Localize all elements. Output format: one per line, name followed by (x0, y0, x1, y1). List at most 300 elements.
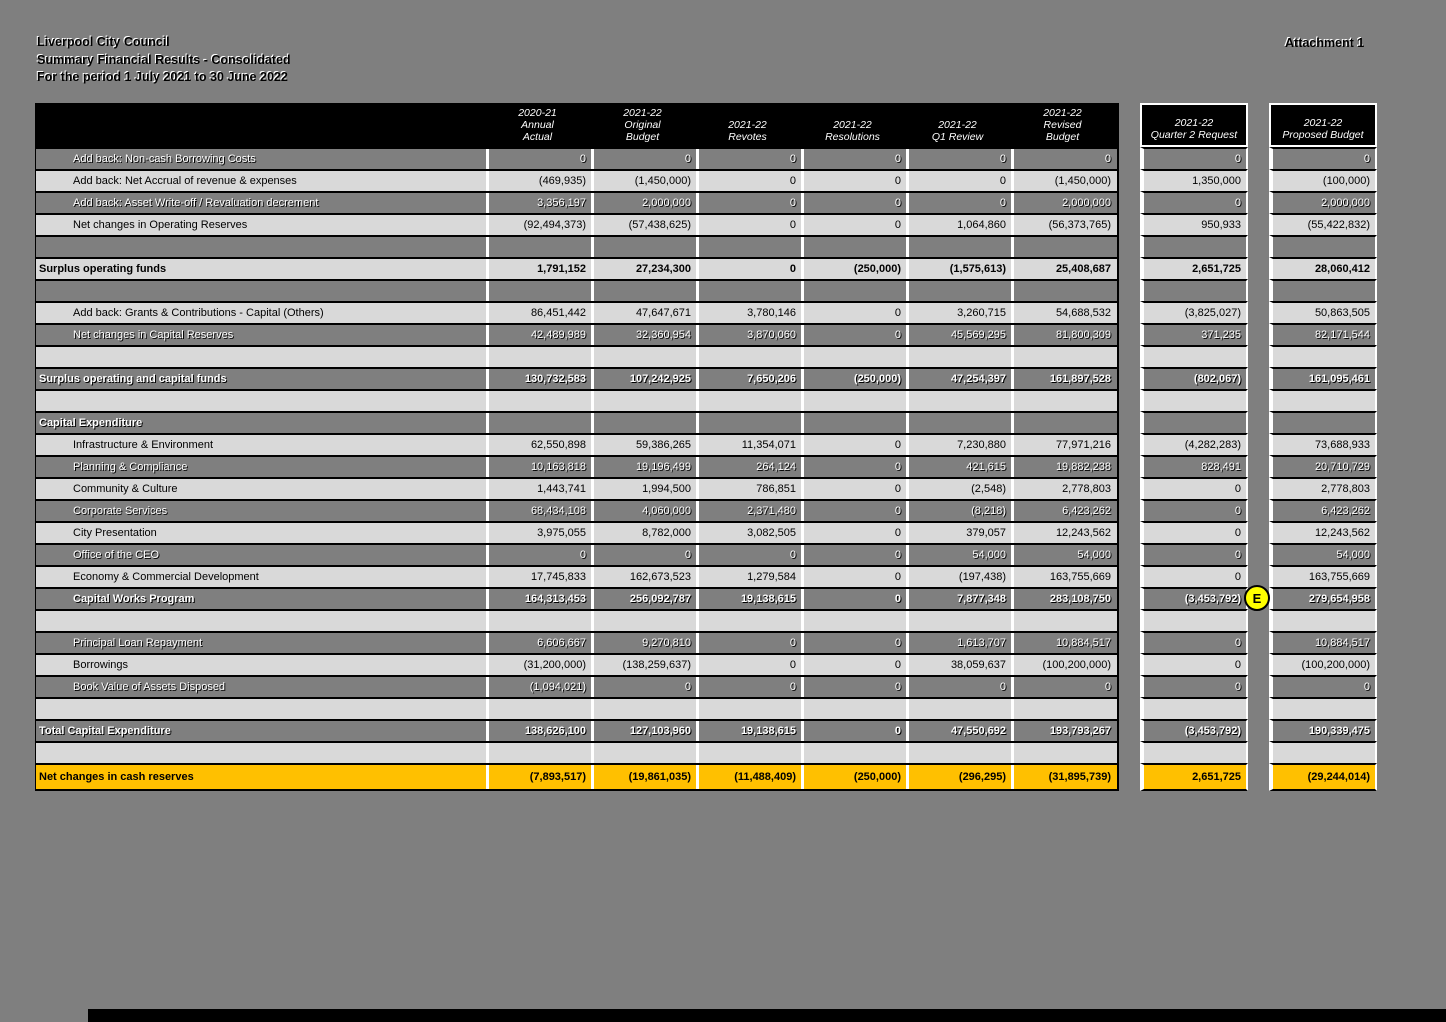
column-header: 2021-22 Resolutions (825, 119, 880, 143)
quarter2-request-cell (1140, 587, 1248, 609)
cell-value: 11,354,071 (696, 435, 801, 455)
cell-value: 279,654,958 (1308, 593, 1370, 605)
cell-value: 0 (801, 435, 906, 455)
quarter2-request-cell (1140, 719, 1248, 741)
cell-value (801, 237, 906, 257)
cell-value (1273, 413, 1375, 433)
cell-value: (197,438) (906, 567, 1011, 587)
cell-value: 82,171,544 (1314, 329, 1370, 341)
row-label: Net changes in Operating Reserves (73, 219, 248, 231)
quarter2-request-cell (1140, 697, 1248, 719)
row-label: Capital Expenditure (39, 417, 143, 429)
cell-value: 10,163,818 (486, 457, 591, 477)
cell-value: 47,550,692 (906, 721, 1011, 741)
proposed-budget-cell (1269, 367, 1377, 389)
row-label: Borrowings (73, 659, 129, 671)
cell-value: 190,339,475 (1308, 725, 1370, 737)
cell-value: (4,282,283) (1184, 439, 1241, 451)
proposed-budget-cell (1269, 301, 1377, 323)
row-label: Net changes in Capital Reserves (73, 329, 234, 341)
cell-value: (31,200,000) (486, 655, 591, 675)
cell-value: 0 (801, 677, 906, 697)
cell-value: 1,279,584 (696, 567, 801, 587)
cell-value (801, 699, 906, 719)
cell-value: 193,793,267 (1011, 721, 1116, 741)
cell-value: 2,000,000 (1321, 197, 1370, 209)
proposed-budget-cell (1269, 587, 1377, 609)
quarter2-request-cell (1140, 301, 1248, 323)
cell-value: 0 (906, 677, 1011, 697)
cell-value: 0 (486, 545, 591, 565)
cell-value (486, 281, 591, 301)
cell-value: 0 (801, 523, 906, 543)
cell-value: 68,434,108 (486, 501, 591, 521)
note-badge-e: E (1244, 585, 1270, 611)
financial-results-table (35, 103, 1377, 791)
cell-value: 42,489,989 (486, 325, 591, 345)
column-header: 2021-22 Revised Budget (1043, 107, 1082, 143)
cell-value (1273, 743, 1375, 763)
proposed-budget-cell (1269, 719, 1377, 741)
quarter2-request-cell (1140, 147, 1248, 169)
cell-value: 0 (1363, 153, 1370, 165)
cell-value: 161,095,461 (1308, 373, 1370, 385)
cell-value: 283,108,750 (1011, 589, 1116, 609)
cell-value (906, 347, 1011, 367)
proposed-budget-cell (1269, 345, 1377, 367)
quarter2-request-cell (1140, 213, 1248, 235)
cell-value: 950,933 (1201, 219, 1241, 231)
cell-value: 20,710,729 (1314, 461, 1370, 473)
cell-value (801, 391, 906, 411)
table-row (35, 323, 1377, 345)
cell-value: 0 (591, 149, 696, 169)
proposed-budget-cell (1269, 543, 1377, 565)
cell-value: 130,732,583 (486, 369, 591, 389)
cell-value: 0 (801, 479, 906, 499)
cell-value: 0 (1234, 153, 1241, 165)
cell-value: 19,138,615 (696, 589, 801, 609)
table-row (35, 257, 1377, 279)
cell-value: 27,234,300 (591, 259, 696, 279)
cell-value: (296,295) (906, 765, 1011, 789)
cell-value: 0 (1234, 549, 1241, 561)
quarter2-request-cell (1140, 257, 1248, 279)
row-label: Capital Works Program (73, 593, 195, 605)
cell-value: 1,443,741 (486, 479, 591, 499)
proposed-budget-cell (1269, 235, 1377, 257)
cell-value: 19,138,615 (696, 721, 801, 741)
cell-value: 1,064,860 (906, 215, 1011, 235)
spacer-row (35, 279, 1377, 301)
row-label: Office of the CEO (73, 549, 160, 561)
cell-value (696, 237, 801, 257)
row-label: Total Capital Expenditure (39, 725, 171, 737)
cell-value: 2,778,803 (1321, 483, 1370, 495)
cell-value (591, 611, 696, 631)
cell-value: (250,000) (801, 765, 906, 789)
cell-value (801, 611, 906, 631)
quarter2-request-cell (1140, 763, 1248, 791)
proposed-budget-cell (1269, 213, 1377, 235)
cell-value (591, 413, 696, 433)
cell-value: 0 (696, 259, 801, 279)
spacer-row (35, 741, 1377, 763)
row-label (36, 237, 486, 257)
cell-value (1144, 413, 1246, 433)
quarter2-request-cell (1140, 653, 1248, 675)
cell-value: 163,755,669 (1308, 571, 1370, 583)
cell-value: (11,488,409) (696, 765, 801, 789)
quarter2-request-cell (1140, 565, 1248, 587)
table-row (35, 477, 1377, 499)
cell-value (486, 391, 591, 411)
table-row (35, 367, 1377, 389)
cell-value: 0 (1234, 659, 1241, 671)
cell-value: 0 (696, 677, 801, 697)
cell-value (1273, 237, 1375, 257)
row-label: Net changes in cash reserves (39, 771, 194, 783)
proposed-budget-cell (1269, 389, 1377, 411)
cell-value: 0 (591, 545, 696, 565)
cell-value (591, 391, 696, 411)
cell-value (906, 413, 1011, 433)
cell-value (486, 743, 591, 763)
cell-value: 0 (696, 633, 801, 653)
page-title (37, 34, 291, 87)
cell-value: 164,313,453 (486, 589, 591, 609)
table-row (35, 191, 1377, 213)
column-header: 2021-22 Original Budget (623, 107, 662, 143)
cell-value: 86,451,442 (486, 303, 591, 323)
cell-value (696, 611, 801, 631)
cell-value: 163,755,669 (1011, 567, 1116, 587)
cell-value (696, 699, 801, 719)
title-line-report: Summary Financial Results - Consolidated (37, 52, 291, 67)
cell-value: 47,647,671 (591, 303, 696, 323)
table-row (35, 411, 1377, 433)
cell-value: 19,882,238 (1011, 457, 1116, 477)
cell-value (1273, 611, 1375, 631)
cell-value: 81,800,309 (1011, 325, 1116, 345)
proposed-budget-cell (1269, 411, 1377, 433)
cell-value (906, 391, 1011, 411)
table-header-row (35, 103, 1377, 147)
table-row (35, 213, 1377, 235)
proposed-budget-cell (1269, 433, 1377, 455)
cell-value: 264,124 (696, 457, 801, 477)
cell-value (801, 281, 906, 301)
cell-value: (8,218) (906, 501, 1011, 521)
cell-value: (31,895,739) (1011, 765, 1116, 789)
cell-value (1144, 281, 1246, 301)
cell-value (801, 743, 906, 763)
cell-value: (3,453,792) (1184, 593, 1241, 605)
cell-value: (1,450,000) (591, 171, 696, 191)
cell-value: 59,386,265 (591, 435, 696, 455)
cell-value (906, 699, 1011, 719)
cell-value: 0 (801, 149, 906, 169)
cell-value (1144, 347, 1246, 367)
quarter2-request-cell (1140, 477, 1248, 499)
row-label: Principal Loan Repayment (73, 637, 203, 649)
cell-value: 54,000 (906, 545, 1011, 565)
cell-value (801, 413, 906, 433)
cell-value: 7,230,880 (906, 435, 1011, 455)
cell-value (696, 391, 801, 411)
column-header-quarter2-request: 2021-22 Quarter 2 Request (1140, 103, 1248, 147)
proposed-budget-cell (1269, 653, 1377, 675)
cell-value: 2,000,000 (591, 193, 696, 213)
row-label: Community & Culture (73, 483, 178, 495)
proposed-budget-cell (1269, 279, 1377, 301)
cell-value: 3,356,197 (486, 193, 591, 213)
quarter2-request-cell (1140, 499, 1248, 521)
cell-value: 19,196,499 (591, 457, 696, 477)
quarter2-request-cell (1140, 675, 1248, 697)
cell-value: 0 (801, 171, 906, 191)
cell-value (1011, 743, 1116, 763)
cell-value (591, 237, 696, 257)
cell-value: 0 (801, 501, 906, 521)
row-label (36, 391, 486, 411)
cell-value (906, 743, 1011, 763)
cell-value: 0 (801, 633, 906, 653)
row-label (36, 611, 486, 631)
proposed-budget-cell (1269, 763, 1377, 791)
cell-value: 138,626,100 (486, 721, 591, 741)
proposed-budget-cell (1269, 455, 1377, 477)
cell-value: (250,000) (801, 259, 906, 279)
cell-value: 10,884,517 (1011, 633, 1116, 653)
cell-value: (3,453,792) (1184, 725, 1241, 737)
cell-value: 161,897,528 (1011, 369, 1116, 389)
cell-value: (469,935) (486, 171, 591, 191)
cell-value: (7,893,517) (486, 765, 591, 789)
quarter2-request-cell (1140, 191, 1248, 213)
cell-value: 0 (801, 457, 906, 477)
quarter2-request-cell (1140, 411, 1248, 433)
row-label: Book Value of Assets Disposed (73, 681, 226, 693)
quarter2-request-cell (1140, 543, 1248, 565)
row-label: City Presentation (73, 527, 157, 539)
cell-value: 2,371,480 (696, 501, 801, 521)
proposed-budget-cell (1269, 499, 1377, 521)
cell-value: 2,000,000 (1011, 193, 1116, 213)
cell-value: 1,613,707 (906, 633, 1011, 653)
table-row (35, 499, 1377, 521)
cell-value: 371,235 (1201, 329, 1241, 341)
table-row (35, 653, 1377, 675)
cell-value: 3,260,715 (906, 303, 1011, 323)
cell-value: (3,825,027) (1184, 307, 1241, 319)
cell-value: (138,259,637) (591, 655, 696, 675)
cell-value: 107,242,925 (591, 369, 696, 389)
cell-value (591, 743, 696, 763)
column-header: 2021-22 Revotes (728, 119, 767, 143)
cell-value (1144, 391, 1246, 411)
cell-value: (92,494,373) (486, 215, 591, 235)
table-row (35, 543, 1377, 565)
cell-value: 50,863,505 (1314, 307, 1370, 319)
cell-value (1144, 743, 1246, 763)
cell-value: 0 (906, 171, 1011, 191)
cell-value (486, 699, 591, 719)
cell-value (696, 743, 801, 763)
cell-value: (250,000) (801, 369, 906, 389)
cell-value (1011, 699, 1116, 719)
cell-value (486, 237, 591, 257)
cell-value: 0 (801, 193, 906, 213)
bottom-bar (88, 1009, 1446, 1022)
cell-value: 12,243,562 (1011, 523, 1116, 543)
cell-value: 0 (696, 215, 801, 235)
cell-value (696, 413, 801, 433)
proposed-budget-cell (1269, 323, 1377, 345)
cell-value: 0 (1234, 197, 1241, 209)
cell-value: 0 (696, 193, 801, 213)
quarter2-request-cell (1140, 279, 1248, 301)
cell-value: 9,270,810 (591, 633, 696, 653)
cell-value: 62,550,898 (486, 435, 591, 455)
cell-value: (100,200,000) (1011, 655, 1116, 675)
cell-value: 1,350,000 (1192, 175, 1241, 187)
quarter2-request-cell (1140, 169, 1248, 191)
cell-value: 162,673,523 (591, 567, 696, 587)
cell-value: 0 (696, 545, 801, 565)
table-row (35, 587, 1377, 609)
cell-value: 8,782,000 (591, 523, 696, 543)
cell-value: (1,575,613) (906, 259, 1011, 279)
cell-value: 2,651,725 (1192, 771, 1241, 783)
column-header: 2021-22 Q1 Review (931, 119, 984, 143)
cell-value: (55,422,832) (1307, 219, 1370, 231)
proposed-budget-cell (1269, 191, 1377, 213)
cell-value: 47,254,397 (906, 369, 1011, 389)
cell-value (906, 281, 1011, 301)
row-label (36, 699, 486, 719)
cell-value: 0 (801, 589, 906, 609)
cell-value: 0 (801, 215, 906, 235)
cell-value: 77,971,216 (1011, 435, 1116, 455)
cell-value: 38,059,637 (906, 655, 1011, 675)
cell-value: 421,615 (906, 457, 1011, 477)
proposed-budget-cell (1269, 697, 1377, 719)
cell-value: (1,450,000) (1011, 171, 1116, 191)
cell-value: 0 (801, 655, 906, 675)
cell-value: (100,200,000) (1301, 659, 1370, 671)
spacer-row (35, 235, 1377, 257)
row-label: Infrastructure & Environment (73, 439, 214, 451)
cell-value: 0 (696, 149, 801, 169)
cell-value: 4,060,000 (591, 501, 696, 521)
quarter2-request-cell (1140, 323, 1248, 345)
quarter2-request-cell (1140, 433, 1248, 455)
cell-value: 0 (1363, 681, 1370, 693)
quarter2-request-cell (1140, 609, 1248, 631)
proposed-budget-cell (1269, 631, 1377, 653)
cell-value: 0 (1234, 527, 1241, 539)
cell-value: (1,094,021) (486, 677, 591, 697)
cell-value (906, 237, 1011, 257)
table-row (35, 631, 1377, 653)
row-label: Add back: Net Accrual of revenue & expenses (73, 175, 297, 187)
cell-value (696, 281, 801, 301)
cell-value: 256,092,787 (591, 589, 696, 609)
cell-value (591, 699, 696, 719)
cell-value: 32,360,954 (591, 325, 696, 345)
cell-value: (802,067) (1193, 373, 1241, 385)
quarter2-request-cell (1140, 235, 1248, 257)
cell-value: 2,651,725 (1192, 263, 1241, 275)
quarter2-request-cell (1140, 521, 1248, 543)
cell-value: 7,650,206 (696, 369, 801, 389)
title-line-period: For the period 1 July 2021 to 30 June 2022 (37, 70, 288, 84)
cell-value: 127,103,960 (591, 721, 696, 741)
quarter2-request-cell (1140, 389, 1248, 411)
cell-value (696, 347, 801, 367)
row-label (36, 743, 486, 763)
table-row (35, 565, 1377, 587)
cell-value: 17,745,833 (486, 567, 591, 587)
cell-value: 54,000 (1011, 545, 1116, 565)
cell-value: 0 (696, 655, 801, 675)
cell-value (1011, 391, 1116, 411)
cell-value (1011, 281, 1116, 301)
cell-value: 54,000 (1336, 549, 1370, 561)
cell-value: (56,373,765) (1011, 215, 1116, 235)
cell-value: 12,243,562 (1314, 527, 1370, 539)
cell-value: 3,870,060 (696, 325, 801, 345)
row-label: Planning & Compliance (73, 461, 188, 473)
cell-value: (19,861,035) (591, 765, 696, 789)
row-label: Surplus operating funds (39, 263, 167, 275)
proposed-budget-cell (1269, 609, 1377, 631)
cell-value: 1,791,152 (486, 259, 591, 279)
table-row (35, 301, 1377, 323)
row-label: Economy & Commercial Development (73, 571, 259, 583)
cell-value: 0 (1234, 505, 1241, 517)
cell-value: 6,423,262 (1011, 501, 1116, 521)
quarter2-request-cell (1140, 455, 1248, 477)
cell-value (1273, 281, 1375, 301)
proposed-budget-cell (1269, 477, 1377, 499)
table-body (35, 147, 1377, 791)
attachment-label: Attachment 1 (1285, 36, 1365, 50)
table-header-main (35, 103, 1119, 147)
header-label-spacer (35, 103, 485, 147)
cell-value (1144, 611, 1246, 631)
cell-value: 828,491 (1201, 461, 1241, 473)
cell-value: 0 (1234, 637, 1241, 649)
row-label (36, 281, 486, 301)
proposed-budget-cell (1269, 741, 1377, 763)
cell-value: 0 (1011, 677, 1116, 697)
spacer-row (35, 389, 1377, 411)
cell-value (1144, 237, 1246, 257)
spacer-row (35, 345, 1377, 367)
quarter2-request-cell (1140, 741, 1248, 763)
spacer-row (35, 697, 1377, 719)
proposed-budget-cell (1269, 521, 1377, 543)
cell-value: 0 (801, 303, 906, 323)
cell-value: 0 (486, 149, 591, 169)
cell-value: 0 (801, 325, 906, 345)
cell-value (1011, 237, 1116, 257)
cell-value: 2,778,803 (1011, 479, 1116, 499)
cell-value (591, 281, 696, 301)
cell-value: 73,688,933 (1314, 439, 1370, 451)
